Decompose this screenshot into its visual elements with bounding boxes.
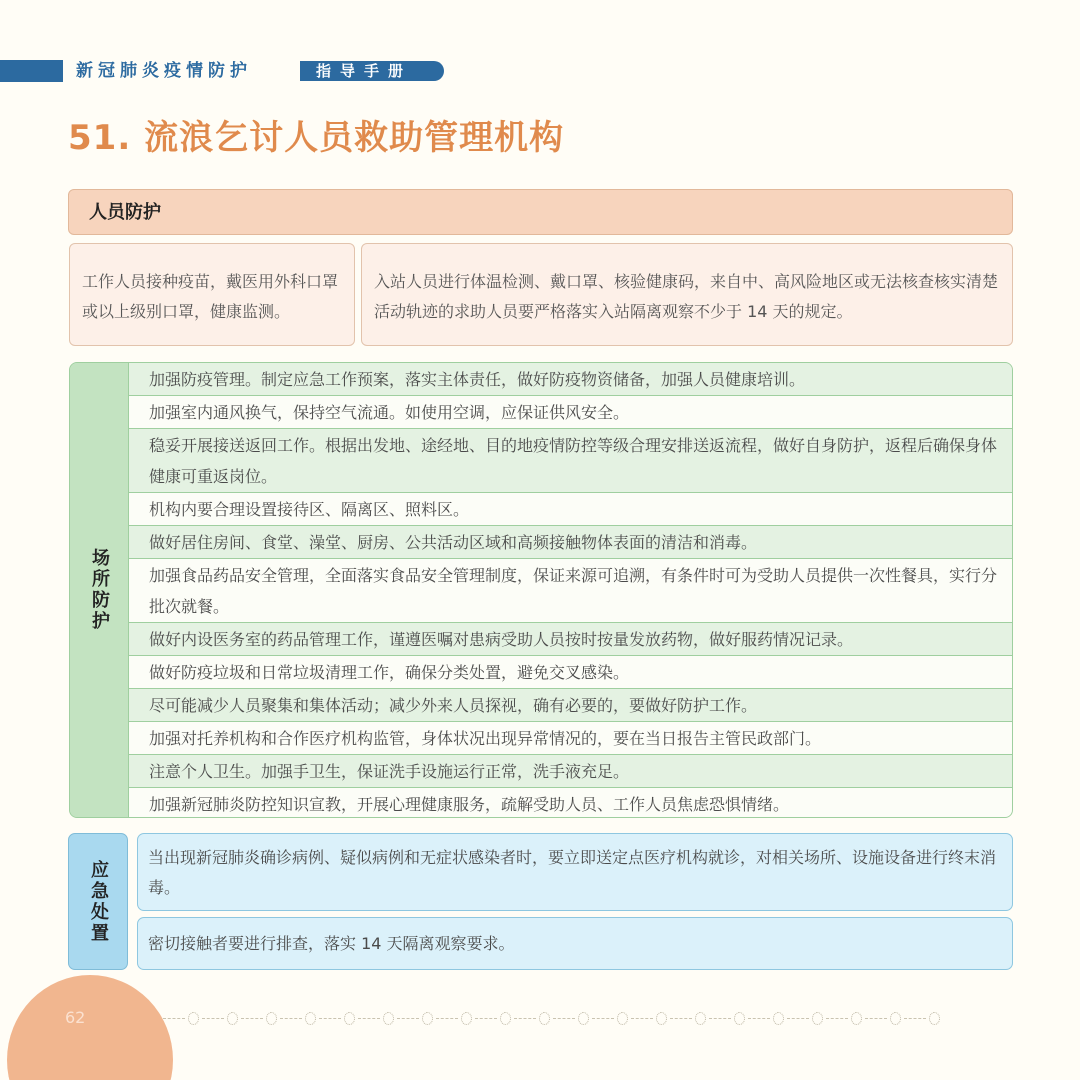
list-item: 加强新冠肺炎防控知识宣教，开展心理健康服务，疏解受助人员、工作人员焦虑恐惧情绪。 bbox=[129, 788, 1012, 818]
ring-icon bbox=[617, 1012, 628, 1025]
header-banner bbox=[0, 60, 1080, 82]
ring-icon bbox=[383, 1012, 394, 1025]
list-item: 加强防疫管理。制定应急工作预案，落实主体责任，做好防疫物资储备，加强人员健康培训。 bbox=[129, 363, 1012, 396]
list-item: 加强对托养机构和合作医疗机构监管，身体状况出现异常情况的，要在当日报告主管民政部门。 bbox=[129, 722, 1012, 755]
emergency-label: 应急处置 bbox=[88, 859, 109, 944]
ring-icon bbox=[773, 1012, 784, 1025]
list-item: 做好居住房间、食堂、澡堂、厨房、公共活动区域和高频接触物体表面的清洁和消毒。 bbox=[129, 526, 1012, 559]
ring-icon bbox=[422, 1012, 433, 1025]
ring-icon bbox=[695, 1012, 706, 1025]
venue-protection-label: 场所防护 bbox=[89, 548, 110, 632]
ring-icon bbox=[305, 1012, 316, 1025]
ring-icon bbox=[734, 1012, 745, 1025]
list-item: 注意个人卫生。加强手卫生，保证洗手设施运行正常，洗手液充足。 bbox=[129, 755, 1012, 788]
emergency-item: 当出现新冠肺炎确诊病例、疑似病例和无症状感染者时，要立即送定点医疗机构就诊，对相关场所、设施设备进行终末消毒。 bbox=[137, 833, 1013, 911]
ring-icon bbox=[266, 1012, 277, 1025]
emergency-label-cell bbox=[68, 833, 128, 970]
list-item: 做好内设医务室的药品管理工作，谨遵医嘱对患病受助人员按时按量发放药物，做好服药情况记录。 bbox=[129, 623, 1012, 656]
venue-protection-list bbox=[128, 363, 1012, 817]
decorative-dotted-line bbox=[160, 1010, 1020, 1026]
ring-icon bbox=[500, 1012, 511, 1025]
ring-icon bbox=[539, 1012, 550, 1025]
personal-protection-card-staff: 工作人员接种疫苗，戴医用外科口罩或以上级别口罩，健康监测。 bbox=[69, 243, 355, 346]
list-item: 尽可能减少人员聚集和集体活动；减少外来人员探视，确有必要的，要做好防护工作。 bbox=[129, 689, 1012, 722]
ring-icon bbox=[851, 1012, 862, 1025]
ring-icon bbox=[656, 1012, 667, 1025]
emergency-item: 密切接触者要进行排查，落实 14 天隔离观察要求。 bbox=[137, 917, 1013, 970]
venue-protection-label-cell bbox=[70, 363, 128, 817]
venue-protection-section bbox=[69, 362, 1013, 818]
list-item: 加强食品药品安全管理，全面落实食品安全管理制度，保证来源可追溯，有条件时可为受助人员提供一次性餐具，实行分批次就餐。 bbox=[129, 559, 1012, 623]
list-item: 做好防疫垃圾和日常垃圾清理工作，确保分类处置，避免交叉感染。 bbox=[129, 656, 1012, 689]
page-number: 62 bbox=[65, 1008, 86, 1027]
ring-icon bbox=[578, 1012, 589, 1025]
ring-icon bbox=[227, 1012, 238, 1025]
page-title: 51. 流浪乞讨人员救助管理机构 bbox=[68, 118, 565, 158]
personal-protection-heading: 人员防护 bbox=[68, 189, 1013, 235]
list-item: 稳妥开展接送返回工作。根据出发地、途经地、目的地疫情防控等级合理安排送返流程，做好自身防护，返程后确保身体健康可重返岗位。 bbox=[129, 429, 1012, 493]
ring-icon bbox=[812, 1012, 823, 1025]
ring-icon bbox=[344, 1012, 355, 1025]
banner-title: 新冠肺炎疫情防护 bbox=[76, 61, 252, 81]
ring-icon bbox=[188, 1012, 199, 1025]
page-number-circle bbox=[7, 975, 173, 1080]
ring-icon bbox=[929, 1012, 940, 1025]
banner-tag: 指导手册 bbox=[300, 61, 444, 81]
personal-protection-card-entrants: 入站人员进行体温检测、戴口罩、核验健康码，来自中、高风险地区或无法核查核实清楚活动轨迹的求助人员要严格落实入站隔离观察不少于 14 天的规定。 bbox=[361, 243, 1013, 346]
list-item: 机构内要合理设置接待区、隔离区、照料区。 bbox=[129, 493, 1012, 526]
ring-icon bbox=[461, 1012, 472, 1025]
banner-accent-bar bbox=[0, 60, 63, 82]
list-item: 加强室内通风换气，保持空气流通。如使用空调，应保证供风安全。 bbox=[129, 396, 1012, 429]
ring-icon bbox=[890, 1012, 901, 1025]
